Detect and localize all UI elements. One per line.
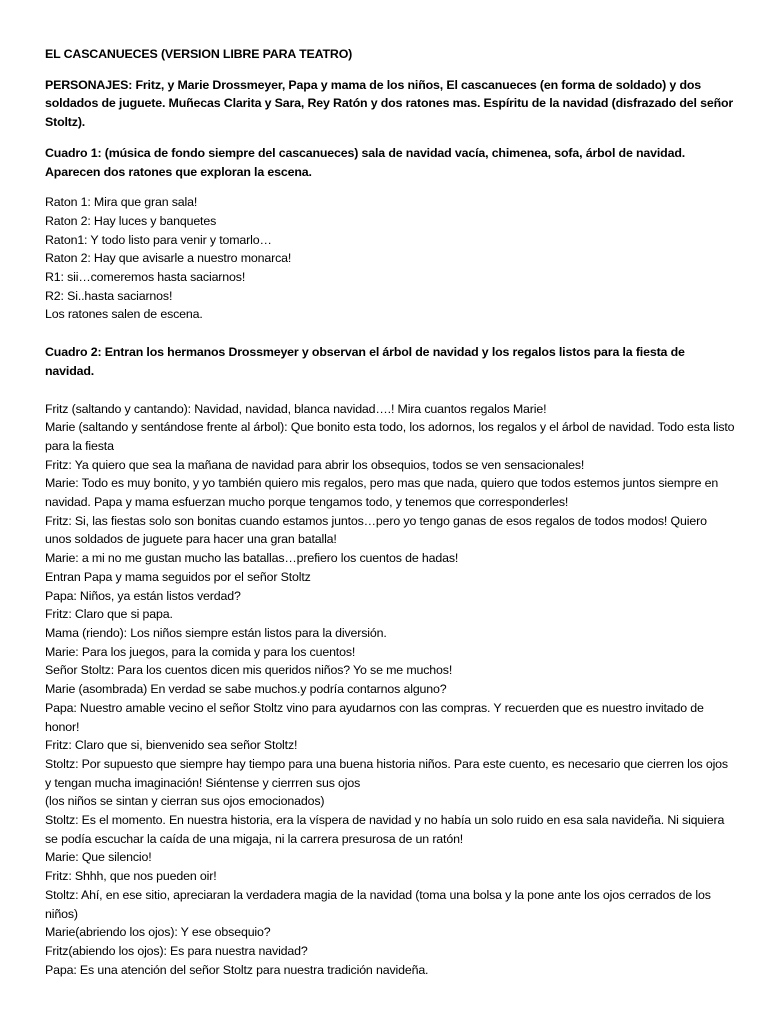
dialogue-line: Papa: Es una atención del señor Stoltz para nuestra tradición navideña. [45,962,429,977]
scene-1-heading: Cuadro 1: (música de fondo siempre del cascanueces) sala de navidad vacía, chimenea, sofa, árbol de navidad. Aparecen dos ratones que exploran la escena. [45,145,686,179]
dialogue-line: Marie(abriendo los ojos): Y ese obsequio? [45,925,271,940]
scene-1-dialogue [45,193,735,324]
stage-direction: Entran Papa y mama seguidos por el señor Stoltz [45,569,311,584]
scene-2-heading: Cuadro 2: Entran los hermanos Drossmeyer y observan el árbol de navidad y los regalos listos para la fiesta de navidad. [45,345,685,378]
dialogue-line: Fritz: Ya quiero que sea la mañana de navidad para abrir los obsequios, todos se ven sensacionales! [45,457,585,472]
dialogue-line: Raton 1: Mira que gran sala! [45,195,198,210]
dialogue-line: Fritz: Si, las fiestas solo son bonitas cuando estamos juntos…pero yo tengo ganas de esos regalos de todos modos! Quiero unos soldados de juguete para hacer una gran batalla! [45,513,707,547]
dialogue-line: Fritz (saltando y cantando): Navidad, navidad, blanca navidad….! Mira cuantos regalos Marie! [45,401,547,416]
stage-direction: Los ratones salen de escena. [45,307,203,322]
dialogue-line: Marie (saltando y sentándose frente al árbol): Que bonito esta todo, los adornos, los regalos y el árbol de navidad. Todo esta listo para la fiesta [45,420,735,453]
dialogue-line: Mama (riendo): Los niños siempre están listos para la diversión. [45,625,387,640]
dialogue-line: Raton1: Y todo listo para venir y tomarlo… [45,232,272,247]
characters-paragraph: PERSONAJES: Fritz, y Marie Drossmeyer, Papa y mama de los niños, El cascanueces (en forma de soldado) y dos soldados de juguete. Muñecas Clarita y Sara, Rey Ratón y dos ratones mas. Espíritu de la navidad (disfrazado del señor Stoltz). [45,77,734,130]
dialogue-line: Stoltz: Por supuesto que siempre hay tiempo para una buena historia niños. Para este cuento, es necesario que cierren los ojos y tengan mucha imaginación! Siéntense y cierrren sus ojos [45,756,728,790]
dialogue-line: Fritz: Claro que si, bienvenido sea señor Stoltz! [45,738,298,753]
dialogue-line: Stoltz: Ahí, en ese sitio, apreciaran la verdadera magia de la navidad (toma una bolsa y la pone ante los ojos cerrados de los niños) [45,887,711,921]
dialogue-line: Marie: a mi no me gustan mucho las batallas…prefiero los cuentos de hadas! [45,551,459,566]
scene-2-dialogue [45,400,735,980]
dialogue-line: Marie: Que silencio! [45,850,152,865]
document-body [45,45,735,979]
dialogue-line: Raton 2: Hay luces y banquetes [45,213,217,228]
dialogue-line: R1: sii…comeremos hasta saciarnos! [45,270,246,285]
dialogue-line: Stoltz: Es el momento. En nuestra historia, era la víspera de navidad y no había un solo ruido en esa sala navideña. Ni siquiera se podía escuchar la caída de una migaja, ni la carrera presurosa de un ratón! [45,813,725,846]
dialogue-line: Raton 2: Hay que avisarle a nuestro monarca! [45,251,292,266]
dialogue-line: Fritz: Shhh, que nos pueden oir! [45,869,217,884]
dialogue-line: Marie: Para los juegos, para la comida y para los cuentos! [45,644,356,659]
document-title: EL CASCANUECES (VERSION LIBRE PARA TEATRO) [45,47,353,61]
dialogue-line: Marie: Todo es muy bonito, y yo también quiero mis regalos, pero mas que nada, quiero que todos estemos juntos siempre en navidad. Papa y mama esfuerzan mucho porque tengamos todo, y tenemos que corresponderles! [45,476,719,510]
dialogue-line: Fritz(abiendo los ojos): Es para nuestra navidad? [45,943,308,958]
stage-direction: (los niños se sintan y cierran sus ojos emocionados) [45,794,325,809]
dialogue-line: Fritz: Claro que si papa. [45,607,173,622]
dialogue-line: Papa: Niños, ya están listos verdad? [45,588,241,603]
dialogue-line: Señor Stoltz: Para los cuentos dicen mis queridos niños? Yo se me muchos! [45,663,453,678]
dialogue-line: Papa: Nuestro amable vecino el señor Stoltz vino para ayudarnos con las compras. Y recuerden que es nuestro invitado de honor! [45,700,704,734]
dialogue-line: Marie (asombrada) En verdad se sabe muchos.y podría contarnos alguno? [45,682,447,697]
dialogue-line: R2: Si..hasta saciarnos! [45,288,173,303]
